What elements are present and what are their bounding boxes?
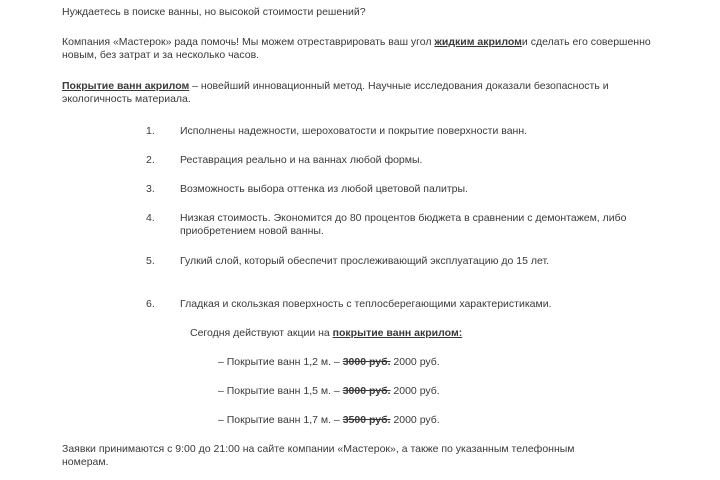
list-text: Исполнены надежности, шероховатости и покрытие поверхности ванн. — [180, 125, 528, 137]
offer-emphasis: покрытие ванн акрилом: — [332, 327, 463, 339]
intro-emphasis: жидким акрилом — [434, 36, 522, 48]
acrylic-text: – новейший инновационный метод. Научные исследования доказали безопасность и экологичность материала. — [62, 80, 609, 105]
offer-text: Сегодня действуют акции на — [190, 327, 333, 339]
price-label: – Покрытие ванн 1,5 м. – — [218, 385, 343, 397]
price-line — [218, 414, 440, 427]
list-item — [146, 212, 636, 238]
list-item — [146, 154, 636, 167]
list-text: Гулкий слой, который обеспечит прослеживающий эксплуатацию до 15 лет. — [180, 255, 550, 267]
price-new: 2000 руб. — [390, 414, 440, 426]
intro-text-end: и сделать его совершенно новым, без затрат и за несколько часов. — [62, 36, 651, 61]
list-text: Возможность выбора оттенка из любой цветовой палитры. — [180, 183, 468, 195]
price-label: – Покрытие ванн 1,2 м. – — [218, 356, 343, 368]
acrylic-heading: Покрытие ванн акрилом — [62, 80, 190, 92]
list-number: 5. — [146, 255, 155, 267]
list-item — [146, 183, 636, 196]
list-number: 3. — [146, 183, 155, 195]
price-old: 3500 руб. — [342, 414, 391, 426]
price-new: 2000 руб. — [390, 385, 440, 397]
intro-paragraph — [62, 36, 662, 62]
acrylic-paragraph — [62, 80, 662, 106]
price-line — [218, 356, 440, 369]
list-item — [146, 255, 636, 268]
intro-text: Компания «Мастерок» рада помочь! Мы можем отреставрировать ваш угол — [62, 36, 435, 48]
price-new: 2000 руб. — [390, 356, 440, 368]
list-item — [146, 298, 636, 311]
footer-paragraph: Заявки принимаются с 9:00 до 21:00 на сайте компании «Мастерок», а также по указанным телефонным номерам. — [62, 443, 575, 468]
list-number: 6. — [146, 298, 155, 310]
intro-question: Нуждаетесь в поиске ванны, но высокой стоимости решений? — [62, 6, 366, 18]
list-text: Реставрация реально и на ваннах любой формы. — [180, 154, 423, 166]
price-label: – Покрытие ванн 1,7 м. – — [218, 414, 343, 426]
list-number: 4. — [146, 212, 155, 224]
price-line — [218, 385, 440, 398]
list-text: Низкая стоимость. Экономится до 80 процентов бюджета в сравнении с демонтажем, либо приобретением новой ванны. — [180, 212, 627, 237]
price-old: 3000 руб. — [342, 356, 391, 368]
list-text: Гладкая и скользкая поверхность с теплосберегающими характеристиками. — [180, 298, 552, 310]
list-number: 1. — [146, 125, 155, 137]
offer-line — [190, 327, 670, 340]
list-item — [146, 125, 636, 138]
list-number: 2. — [146, 154, 155, 166]
price-old: 3000 руб. — [342, 385, 391, 397]
